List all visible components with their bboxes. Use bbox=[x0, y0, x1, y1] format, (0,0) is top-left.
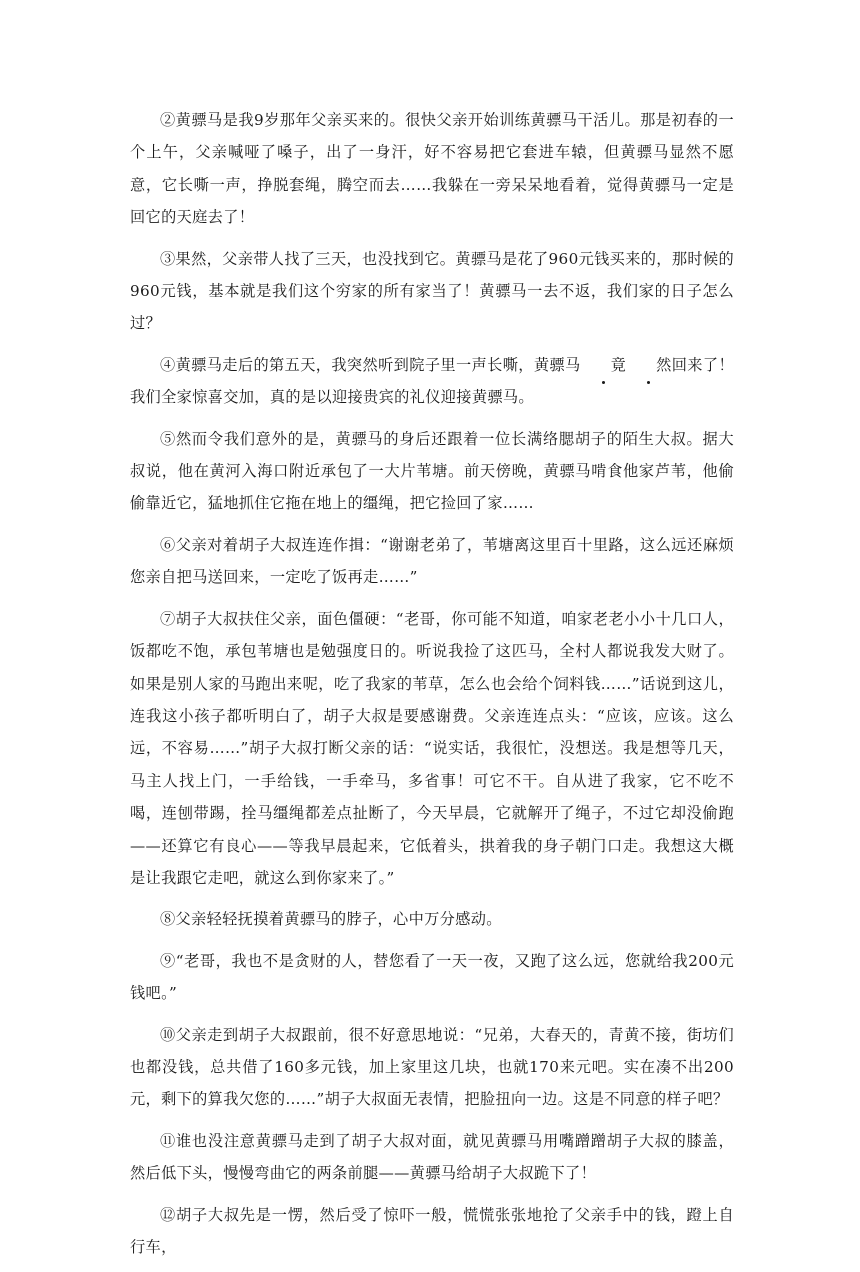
paragraph-6: ⑥父亲对着胡子大叔连连作揖：“谢谢老弟了，苇塘离这里百十里路，这么远还麻烦您亲自把马送回来，一定吃了饭再走……” bbox=[130, 535, 734, 587]
paragraph-9: ⑨“老哥，我也不是贪财的人，替您看了一天一夜，又跑了这么远，您就给我200元钱吧。” bbox=[130, 951, 734, 1003]
paragraph-8: ⑧父亲轻轻抚摸着黄骠马的脖子，心中万分感动。 bbox=[160, 910, 502, 929]
paragraph-7: ⑦胡子大叔扶住父亲，面色僵硬：“老哥，你可能不知道，咱家老老小小十几口人，饭都吃不饱，承包苇塘也是勉强度日的。听说我捡了这匹马，全村人都说我发大财了。如果是别人家的马跑出来呢，吃了我家的苇草，怎么也会给个饲料钱……”话说到这儿，连我这小孩子都听明白了，胡子大叔是要感谢费。父亲连连点头：“应该，应该。这么远，不容易……”胡子大叔打断父亲的话：“说实话，我很忙，没想送。我是想等几天，马主人找上门，一手给钱，一手牵马，多省事！可它不干。自从进了我家，它不吃不喝，连刨带踢，拴马缰绳都差点扯断了，今天早晨，它就解开了绳子，不过它却没偷跑——还算它有良心——等我早晨起来，它低着头，拱着我的身子朝门口走。我想这大概是让我跟它走吧，就这么到你家来了。” bbox=[130, 609, 734, 887]
paragraph-4-before: ④黄骠马走后的第五天，我突然听到院子里一声长嘶，黄骠马 bbox=[160, 355, 581, 374]
paragraph-2: ②黄骠马是我9岁那年父亲买来的。很快父亲开始训练黄骠马干活儿。那是初春的一个上午，父亲喊哑了嗓子，出了一身汗，好不容易把它套进车辕，但黄骠马显然不愿意，它长嘶一声，挣脱套绳，腾空而去……我躲在一旁呆呆地看着，觉得黄骠马一定是回它的天庭去了！ bbox=[130, 111, 734, 227]
paragraph-4 bbox=[130, 349, 734, 414]
paragraph-10: ⑩父亲走到胡子大叔跟前，很不好意思地说：“兄弟，大春天的，青黄不接，街坊们也都没钱，总共借了160多元钱，加上家里这几块，也就170来元吧。实在凑不出200元，剩下的算我欠您的……”胡子大叔面无表情，把脸扭向一边。这是不同意的样子吧？ bbox=[130, 1025, 734, 1109]
paragraph-11: ⑪谁也没注意黄骠马走到了胡子大叔对面，就见黄骠马用嘴蹭蹭胡子大叔的膝盖，然后低下头，慢慢弯曲它的两条前腿——黄骠马给胡子大叔跪下了！ bbox=[130, 1131, 734, 1183]
emphasis-char-1: 竟 bbox=[581, 349, 627, 381]
paragraph-3: ③果然，父亲带人找了三天，也没找到它。黄骠马是花了960元钱买来的，那时候的960元钱，基本就是我们这个穷家的所有家当了！黄骠马一去不返，我们家的日子怎么过？ bbox=[130, 249, 734, 333]
article-body bbox=[130, 104, 734, 1272]
paragraph-5: ⑤然而令我们意外的是，黄骠马的身后还跟着一位长满络腮胡子的陌生大叔。据大叔说，他在黄河入海口附近承包了一大片苇塘。前天傍晚，黄骠马啃食他家芦苇，他偷偷靠近它，猛地抓住它拖在地上的缰绳，把它捡回了家…… bbox=[130, 429, 734, 513]
paragraph-4-after: 回来了！我们全家惊喜交加，真的是以迎接贵宾的礼仪迎接黄骠马。 bbox=[130, 355, 734, 407]
emphasis-char-2: 然 bbox=[626, 349, 672, 381]
paragraph-12: ⑫胡子大叔先是一愣，然后受了惊吓一般，慌慌张张地抢了父亲手中的钱，蹬上自行车， bbox=[130, 1205, 734, 1256]
